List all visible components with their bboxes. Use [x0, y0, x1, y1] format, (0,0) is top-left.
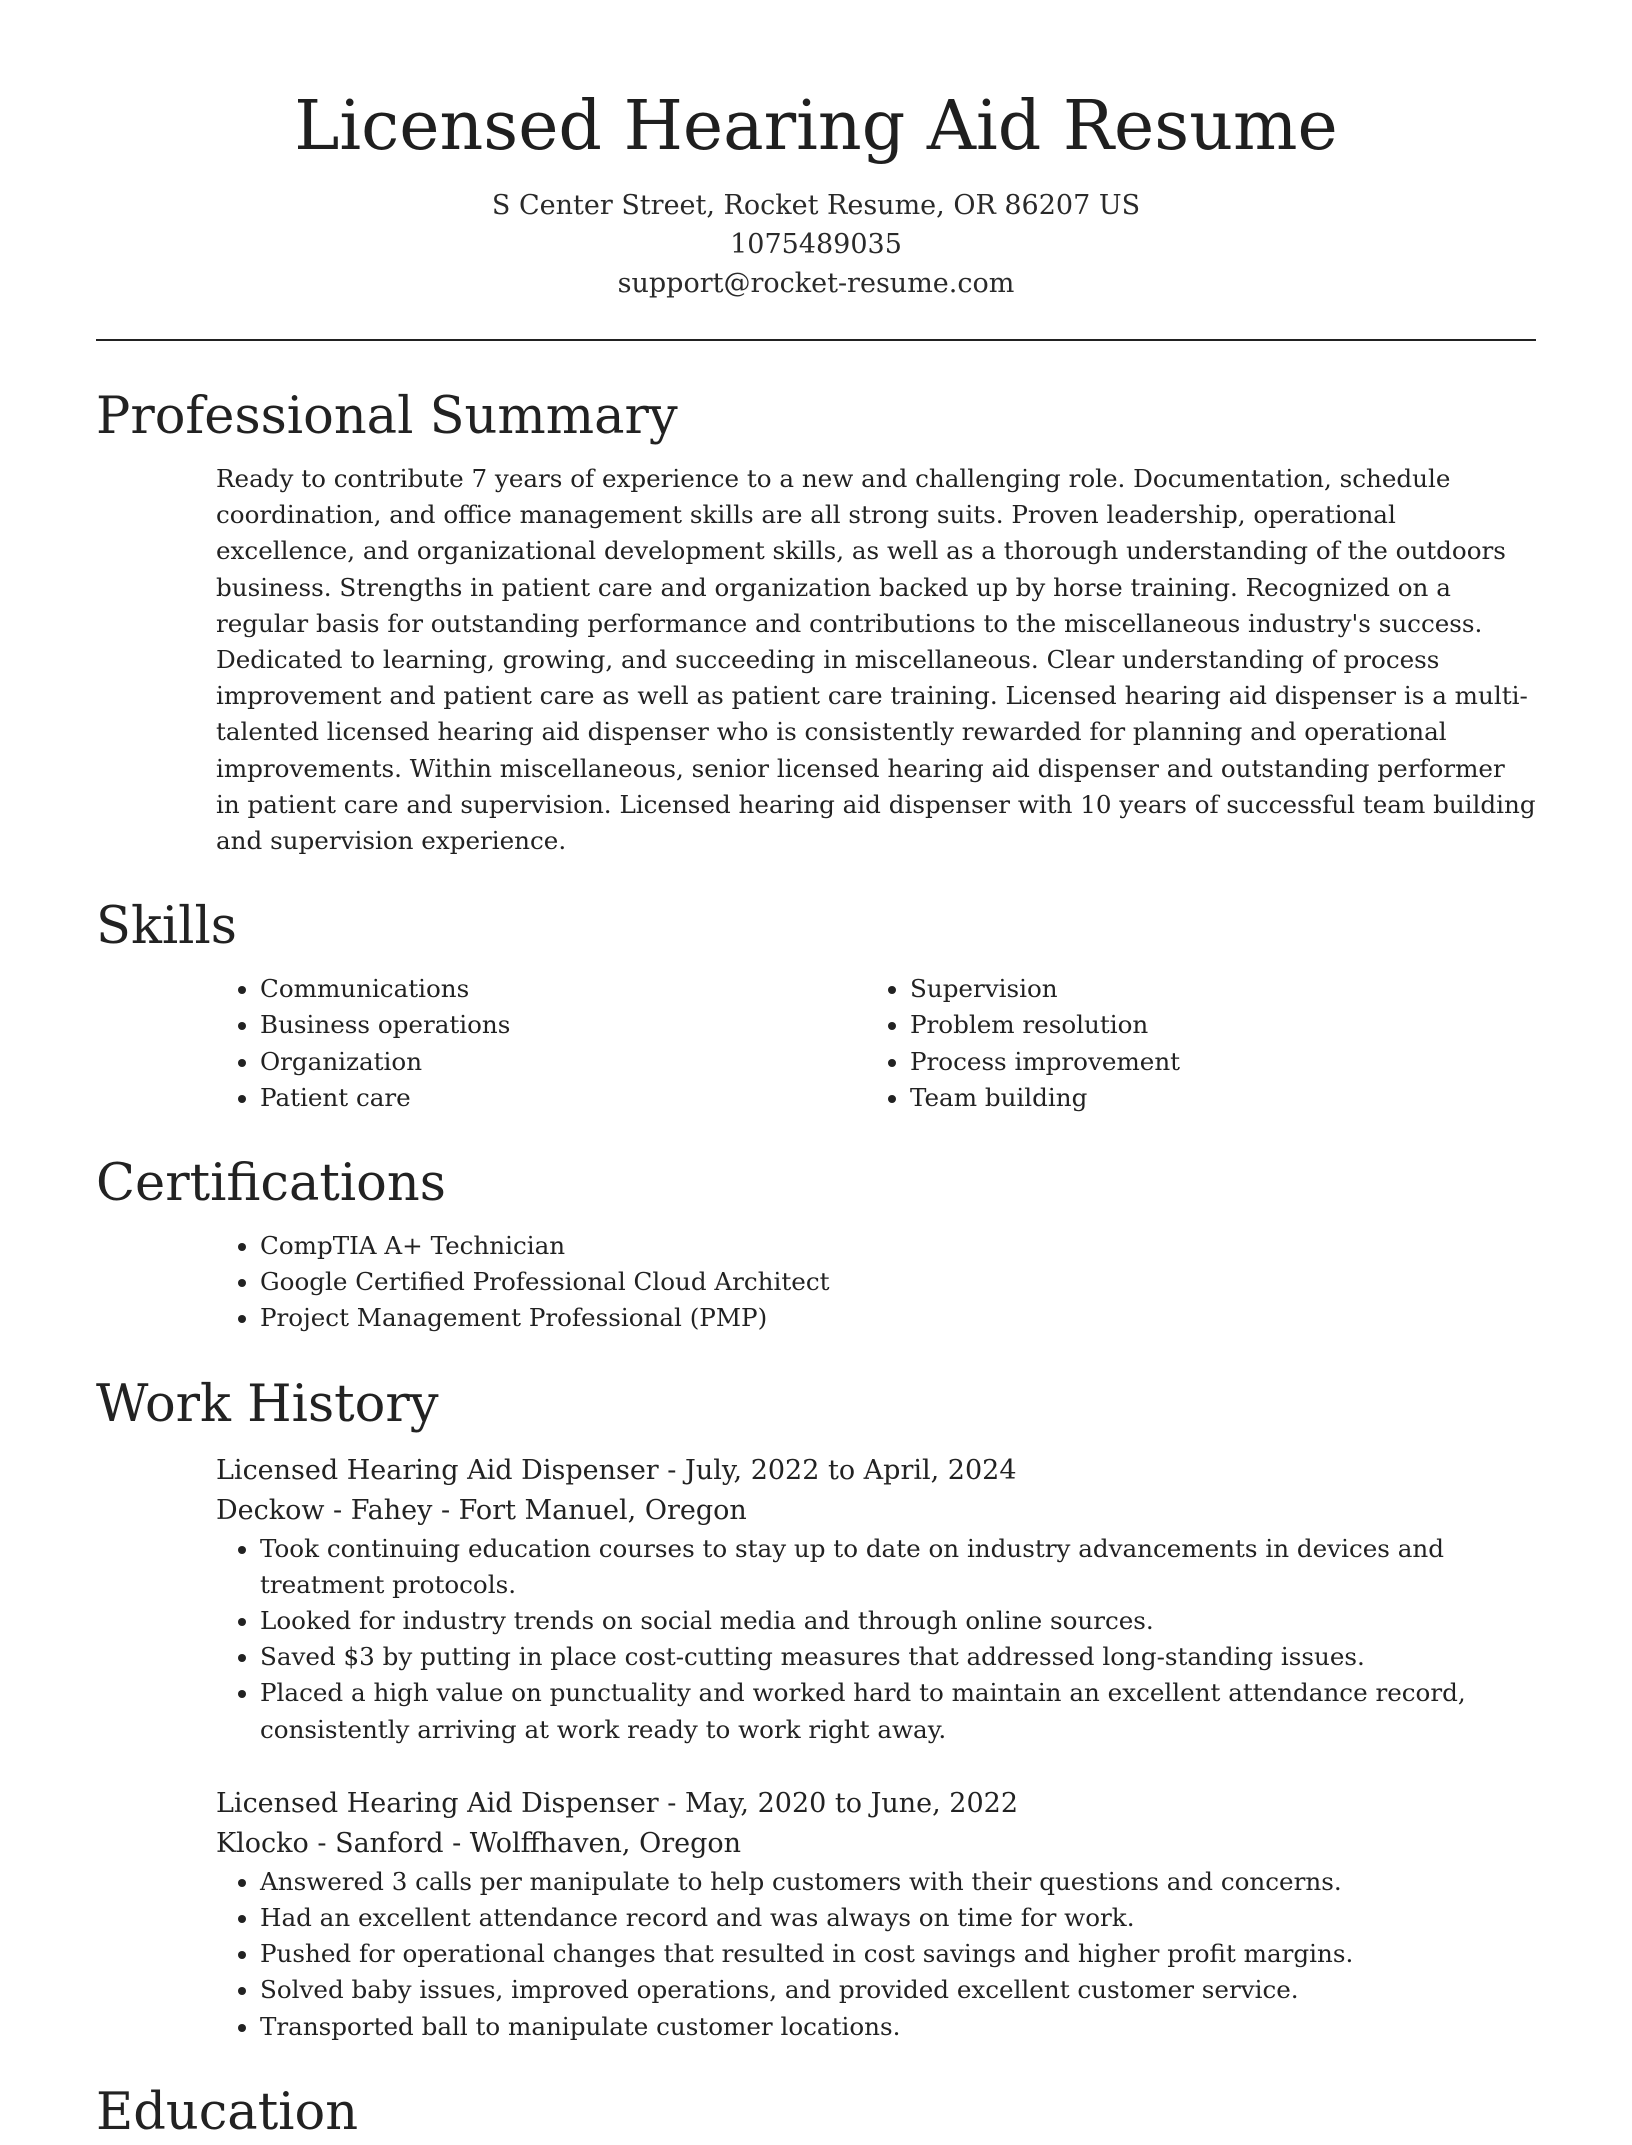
job-entry [216, 1451, 1536, 1748]
job-duties-list [216, 1531, 1536, 1748]
skills-section [96, 895, 1536, 1116]
contact-address: S Center Street, Rocket Resume, OR 86207 US [491, 190, 1141, 221]
skill-item: • Process improvement [910, 1044, 1536, 1080]
summary-heading: Professional Summary [96, 387, 678, 446]
work-history-section [96, 1373, 1536, 2045]
job-duty-item: • Solved baby issues, improved operations, and provided excellent customer service. [260, 1972, 1536, 2008]
job-location: - Fort Manuel, Oregon [432, 1494, 747, 1526]
job-duty-item: • Had an excellent attendance record and was always on time for work. [260, 1900, 1536, 1936]
summary-text: Ready to contribute 7 years of experience to a new and challenging role. Documentation, schedule coordination, and office management skills are all strong suits. Proven leadership, operational excellence, and organizational development skills, as well as a thorough understanding of the outdoors business. Strengths in patient care and organization backed up by horse training. Recognized on a regular basis for outstanding performance and contributions to the miscellaneous industry's success. Dedicated to learning, growing, and succeeding in miscellaneous. Clear understanding of process improvement and patient care as well as patient care training. Licensed hearing aid dispenser is a multi-talented licensed hearing aid dispenser who is consistently rewarded for planning and operational improvements. Within miscellaneous, senior licensed hearing aid dispenser and outstanding performer in patient care and supervision. Licensed hearing aid dispenser with 10 years of successful team building and supervision experience. [216, 464, 1536, 856]
skills-heading: Skills [96, 897, 237, 957]
skill-item: • Patient care [260, 1080, 866, 1116]
skills-grid [216, 971, 1536, 1116]
certification-item: • CompTIA A+ Technician [260, 1228, 1536, 1264]
header-divider [96, 339, 1536, 341]
job-title-line [216, 1451, 1536, 1491]
work-history-heading: Work History [96, 1374, 439, 1434]
job-title: Licensed Hearing Aid Dispenser [216, 1787, 659, 1819]
job-duty-item: • Saved $3 by putting in place cost-cutting measures that addressed long-standing issues. [260, 1639, 1536, 1675]
certifications-block [216, 1228, 1536, 1337]
skill-item: • Team building [910, 1080, 1536, 1116]
contact-phone: 1075489035 [730, 229, 902, 260]
job-duty-item: • Transported ball to manipulate customer locations. [260, 2009, 1536, 2045]
certifications-list [216, 1228, 1536, 1337]
resume-title: Licensed Hearing Aid Resume [294, 87, 1338, 166]
job-employer-line [216, 1824, 1536, 1864]
job-entry [216, 1784, 1536, 2045]
education-heading: Education [96, 2082, 359, 2142]
job-dates: - May, 2020 to June, 2022 [658, 1787, 1019, 1819]
certification-item: • Project Management Professional (PMP) [260, 1300, 1536, 1336]
certification-item: • Google Certified Professional Cloud Architect [260, 1264, 1536, 1300]
skills-list-left [216, 971, 866, 1116]
resume-header [96, 0, 1536, 303]
skill-item: • Organization [260, 1044, 866, 1080]
job-duty-item: • Pushed for operational changes that resulted in cost savings and higher profit margins. [260, 1936, 1536, 1972]
skill-item: • Communications [260, 971, 866, 1007]
skill-item: • Problem resolution [910, 1007, 1536, 1043]
job-dates: - July, 2022 to April, 2024 [658, 1454, 1017, 1486]
skills-list-right [866, 971, 1536, 1116]
summary-section [96, 385, 1536, 859]
job-title: Licensed Hearing Aid Dispenser [216, 1454, 659, 1486]
job-duties-list [216, 1864, 1536, 2045]
job-duty-item: • Took continuing education courses to stay up to date on industry advancements in devices and treatment protocols. [260, 1531, 1536, 1603]
contact-email: support@rocket-resume.com [617, 268, 1015, 299]
skill-item: • Supervision [910, 971, 1536, 1007]
certifications-heading: Certifications [96, 1154, 446, 1214]
job-location: - Wolffhaven, Oregon [443, 1827, 742, 1859]
job-duty-item: • Answered 3 calls per manipulate to help customers with their questions and concerns. [260, 1864, 1536, 1900]
job-duty-item: • Looked for industry trends on social media and through online sources. [260, 1603, 1536, 1639]
job-title-line [216, 1784, 1536, 1824]
certifications-section [96, 1152, 1536, 1337]
job-employer: Klocko - Sanford [216, 1827, 444, 1859]
education-section [96, 2081, 1536, 2145]
job-employer: Deckow - Fahey [216, 1494, 433, 1526]
contact-block [96, 186, 1536, 303]
job-duty-item: • Placed a high value on punctuality and worked hard to maintain an excellent attendance record, consistently arriving at work ready to work right away. [260, 1675, 1536, 1747]
skill-item: • Business operations [260, 1007, 866, 1043]
job-employer-line [216, 1491, 1536, 1531]
